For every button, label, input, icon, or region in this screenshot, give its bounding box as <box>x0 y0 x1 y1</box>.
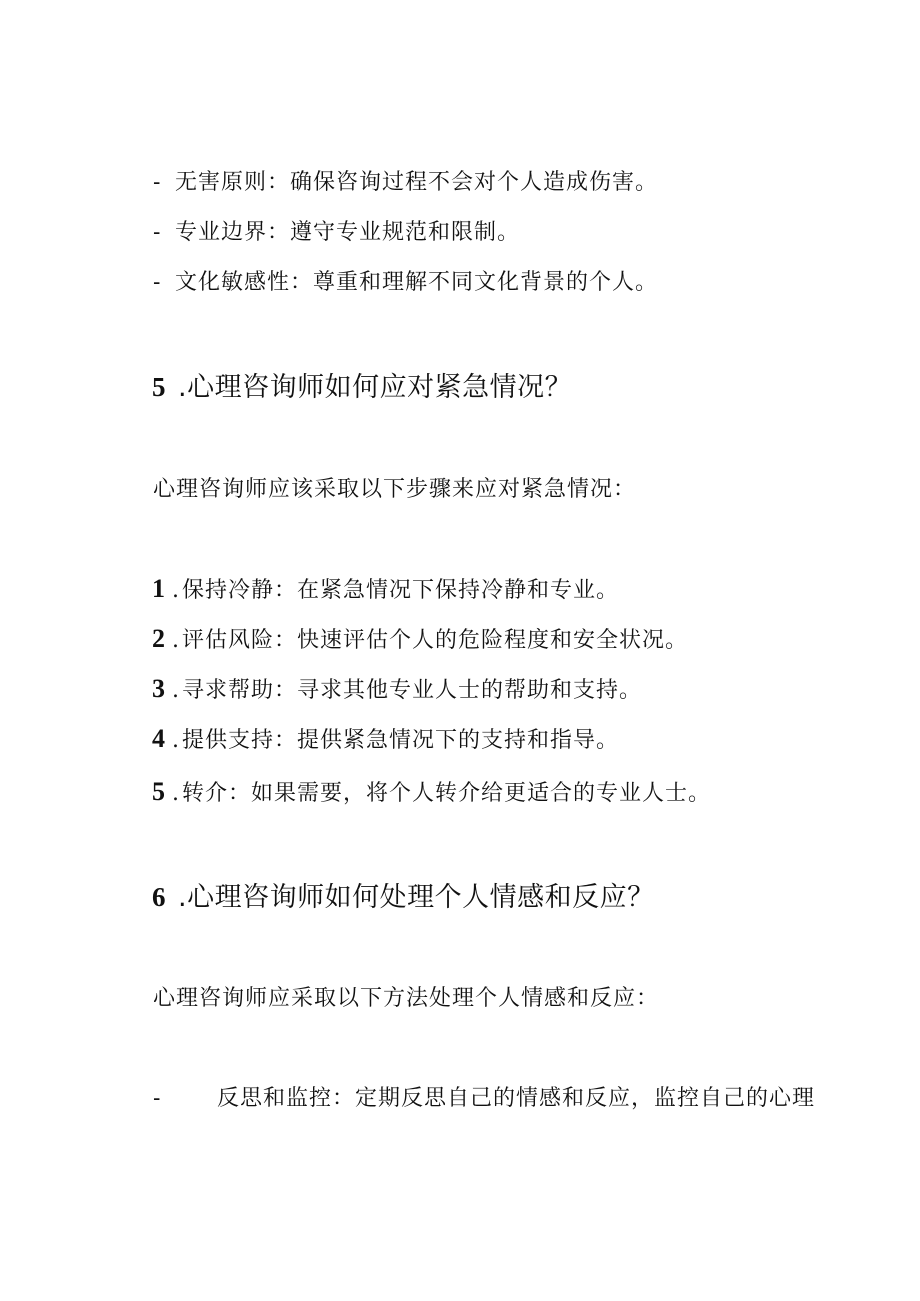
bullet-dash: - <box>153 1086 161 1111</box>
section-6-heading <box>152 879 655 916</box>
step-separator: . <box>172 678 180 703</box>
step-text: 寻求帮助：寻求其他专业人士的帮助和支持。 <box>182 678 643 703</box>
section-number: 6 <box>152 882 166 912</box>
step-number: 3 <box>152 674 166 703</box>
step-separator: . <box>172 781 180 806</box>
method-text: 反思和监控：定期反思自己的情感和反应，监控自己的心理 <box>217 1086 816 1111</box>
section-5-heading <box>152 369 572 406</box>
principle-text: 无害原则：确保咨询过程不会对个人造成伤害。 <box>175 170 659 195</box>
step-item <box>152 724 619 756</box>
section-number: 5 <box>152 372 166 402</box>
bullet-dash: - <box>153 170 161 195</box>
step-text: 评估风险：快速评估个人的危险程度和安全状况。 <box>182 628 689 653</box>
step-number: 4 <box>152 724 166 753</box>
step-text: 保持冷静：在紧急情况下保持冷静和专业。 <box>182 578 620 603</box>
step-text: 提供支持：提供紧急情况下的支持和指导。 <box>182 728 620 753</box>
section-title: .心理咨询师如何应对紧急情况？ <box>178 372 573 403</box>
step-separator: . <box>172 628 180 653</box>
section-6-intro: 心理咨询师应采取以下方法处理个人情感和反应： <box>153 986 660 1011</box>
step-separator: . <box>172 578 180 603</box>
step-number: 5 <box>152 777 166 806</box>
principle-text: 专业边界：遵守专业规范和限制。 <box>175 220 521 245</box>
bullet-dash: - <box>153 220 161 245</box>
step-text: 转介：如果需要，将个人转介给更适合的专业人士。 <box>182 781 712 806</box>
bullet-dash: - <box>153 270 161 295</box>
step-number: 1 <box>152 574 166 603</box>
step-item <box>152 574 619 606</box>
step-item <box>152 777 711 809</box>
step-item <box>152 674 642 706</box>
section-title: .心理咨询师如何处理个人情感和反应？ <box>178 882 655 913</box>
step-number: 2 <box>152 624 166 653</box>
section-5-intro: 心理咨询师应该采取以下步骤来应对紧急情况： <box>153 477 637 502</box>
step-item <box>152 624 688 656</box>
principle-text: 文化敏感性：尊重和理解不同文化背景的个人。 <box>175 270 659 295</box>
step-separator: . <box>172 728 180 753</box>
